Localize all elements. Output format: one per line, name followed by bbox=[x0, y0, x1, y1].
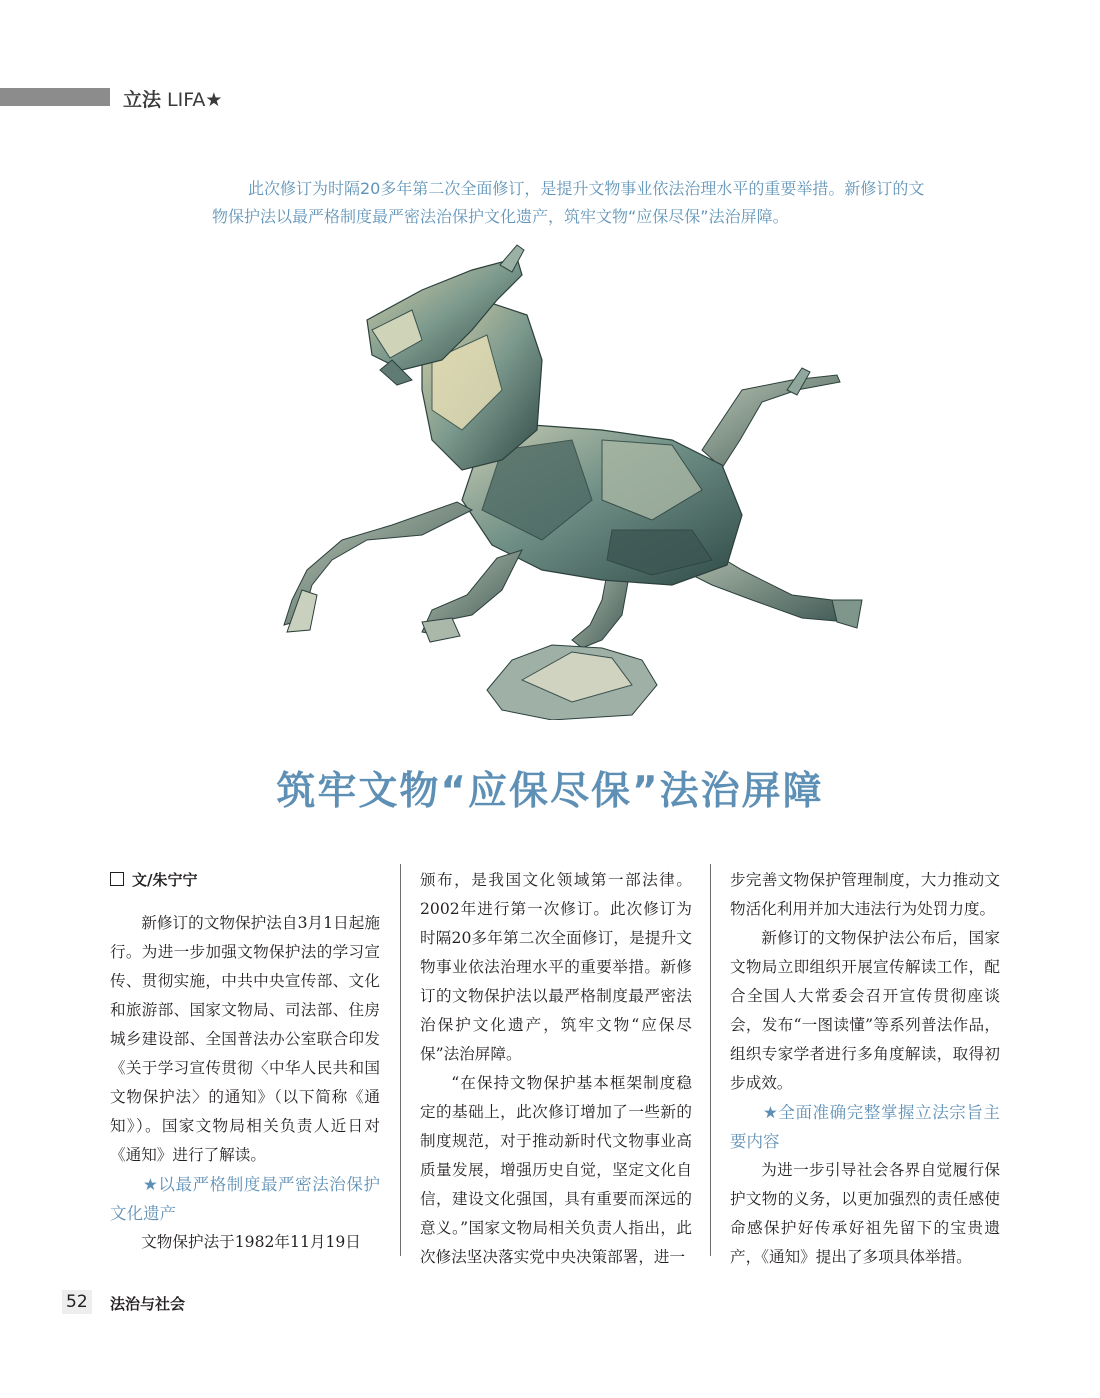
column-divider bbox=[400, 864, 401, 1256]
section-header-bar bbox=[0, 88, 110, 106]
paragraph: 颁布，是我国文化领域第一部法律。2002年进行第一次修订。此次修订为时隔20多年第二次全面修订，是提升文物事业依法治理水平的重要举措。新修订的文物保护法以最严格制度最严密法治保护文化遗产，筑牢文物“应保尽保”法治屏障。 bbox=[420, 871, 692, 1063]
text-column-3 bbox=[730, 866, 1000, 1272]
paragraph: 为进一步引导社会各界自觉履行保护文物的义务，以更加强烈的责任感使命感保护好传承好祖先留下的宝贵遗产，《通知》提出了多项具体举措。 bbox=[730, 1161, 1000, 1266]
lead-text: 此次修订为时隔20多年第二次全面修订，是提升文物事业依法治理水平的重要举措。新修订的文物保护法以最严格制度最严密法治保护文化遗产，筑牢文物“应保尽保”法治屏障。 bbox=[212, 179, 925, 226]
paragraph: “在保持文物保护基本框架制度稳定的基础上，此次修订增加了一些新的制度规范，对于推动新时代文物事业高质量发展，增强历史自觉，坚定文化自信，建设文化强国，具有重要而深远的意义。”国家文物局相关负责人指出，此次修法坚决落实党中央决策部署，进一 bbox=[420, 1074, 692, 1266]
column-divider bbox=[710, 864, 711, 1256]
section-header bbox=[123, 85, 222, 112]
page-number: 52 bbox=[62, 1290, 92, 1314]
horse-sculpture-image bbox=[272, 240, 872, 720]
byline bbox=[110, 866, 380, 895]
paragraph: 新修订的文物保护法公布后，国家文物局立即组织开展宣传解读工作，配合全国人大常委会召开宣传贯彻座谈会，发布“一图读懂”等系列普法作品，组织专家学者进行多角度解读，取得初步成效。 bbox=[730, 929, 1000, 1092]
magazine-name: 法治与社会 bbox=[110, 1295, 186, 1313]
square-icon bbox=[110, 872, 124, 886]
subheading: ★全面准确完整掌握立法宗旨主要内容 bbox=[730, 1103, 1000, 1151]
paragraph: 文物保护法于1982年11月19日 bbox=[141, 1233, 361, 1251]
text-column-2 bbox=[420, 866, 692, 1272]
text-column-1 bbox=[110, 866, 380, 1257]
section-name-pinyin: LIFA★ bbox=[167, 89, 223, 111]
paragraph: 新修订的文物保护法自3月1日起施行。为进一步加强文物保护法的学习宣传、贯彻实施，中共中央宣传部、文化和旅游部、国家文物局、司法部、住房城乡建设部、全国普法办公室联合印发《关于学习宣传贯彻〈中华人民共和国文物保护法〉的通知》（以下简称《通知》）。国家文物局相关负责人近日对《通知》进行了解读。 bbox=[110, 914, 380, 1164]
section-name: 立法 bbox=[123, 89, 162, 111]
paragraph: 步完善文物保护管理制度，大力推动文物活化利用并加大违法行为处罚力度。 bbox=[730, 871, 1000, 918]
author: 文/朱宁宁 bbox=[132, 871, 198, 889]
article-title: 筑牢文物“应保尽保”法治屏障 bbox=[276, 769, 824, 814]
subheading: ★以最严格制度最严密法治保护文化遗产 bbox=[110, 1175, 380, 1223]
lead-paragraph bbox=[212, 175, 932, 231]
